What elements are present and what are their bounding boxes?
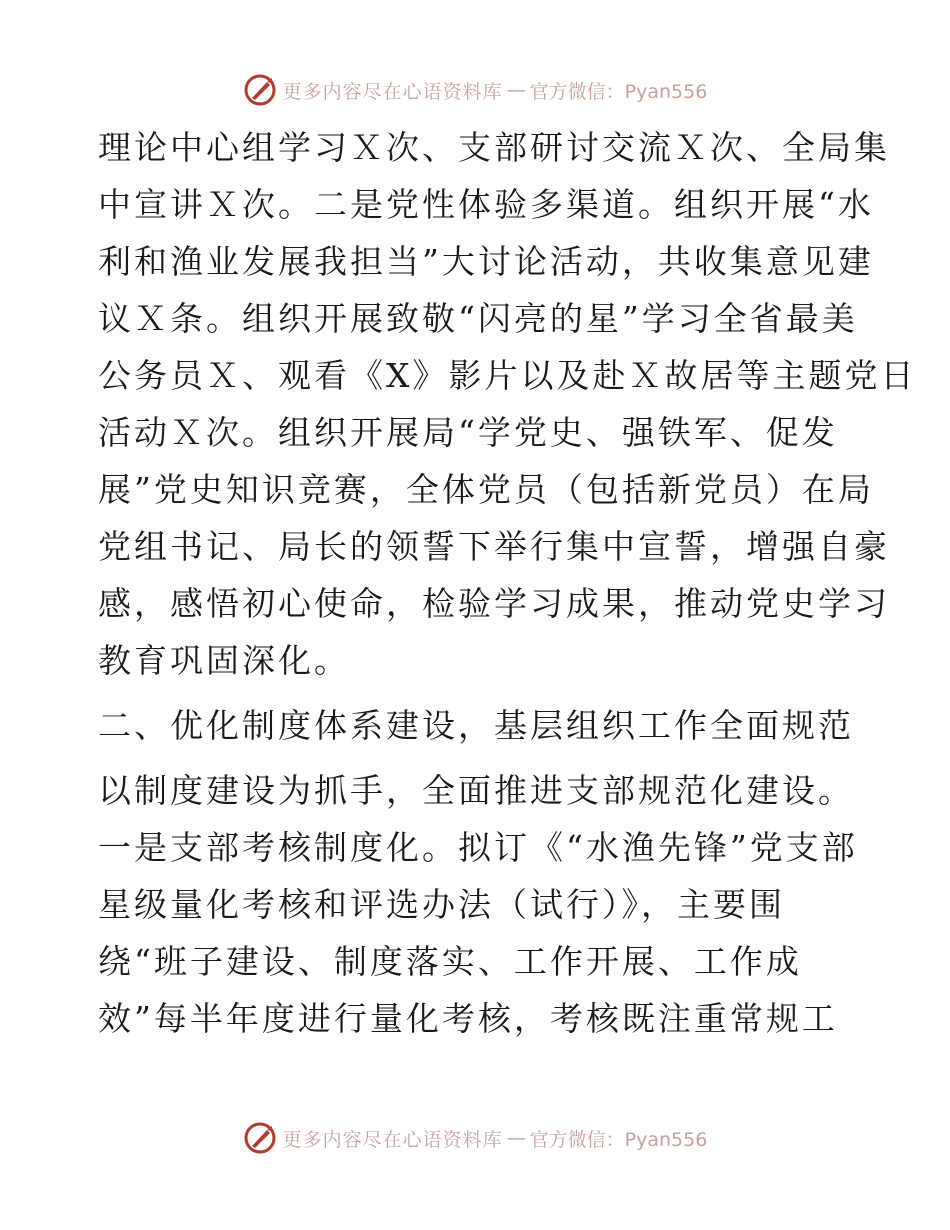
body-line: 绕“班子建设、制度落实、工作开展、工作成 [98,942,802,981]
banner-separator: — [506,1127,526,1149]
body-line: 一是支部考核制度化。拟订《“水渔先锋”党支部 [98,828,858,867]
banner-wechat: 官方微信：Pyan556 [529,80,708,103]
banner-separator: — [506,79,526,101]
body-line: 公务员Ｘ、观看《X》影片以及赴Ｘ故居等主题党日 [98,356,917,395]
footer-banner [0,1118,950,1158]
banner-text: 更多内容尽在心语资料库 [282,1128,503,1151]
body-line: 以制度建设为抓手，全面推进支部规范化建设。 [98,771,854,810]
banner-wechat: 官方微信：Pyan556 [529,1128,708,1151]
body-line: 活动Ｘ次。组织开展局“学党史、强铁军、促发 [98,413,838,452]
body-line: 议Ｘ条。组织开展致敬“闪亮的星”学习全省最美 [98,299,858,338]
body-line: 展”党史知识竞赛，全体党员（包括新党员）在局 [98,470,874,509]
body-line: 理论中心组学习Ｘ次、支部研讨交流Ｘ次、全局集 [98,128,890,167]
quill-seal-icon [243,73,277,107]
body-line: 中宣讲Ｘ次。二是党性体验多渠道。组织开展“水 [98,185,874,224]
body-line: 效”每半年度进行量化考核，考核既注重常规工 [98,999,838,1038]
body-line: 利和渔业发展我担当”大讨论活动，共收集意见建 [98,242,874,281]
banner-text: 更多内容尽在心语资料库 [282,80,503,103]
body-line: 星级量化考核和评选办法（试行）》，主要围 [98,885,785,924]
body-line: 教育巩固深化。 [98,641,350,680]
header-banner [0,70,950,110]
quill-seal-icon [243,1121,277,1155]
body-line: 感，感悟初心使命，检验学习成果，推动党史学习 [98,584,890,623]
section-heading: 二、优化制度体系建设，基层组织工作全面规范 [98,706,854,745]
body-line: 党组书记、局长的领誓下举行集中宣誓，增强自豪 [98,527,890,566]
